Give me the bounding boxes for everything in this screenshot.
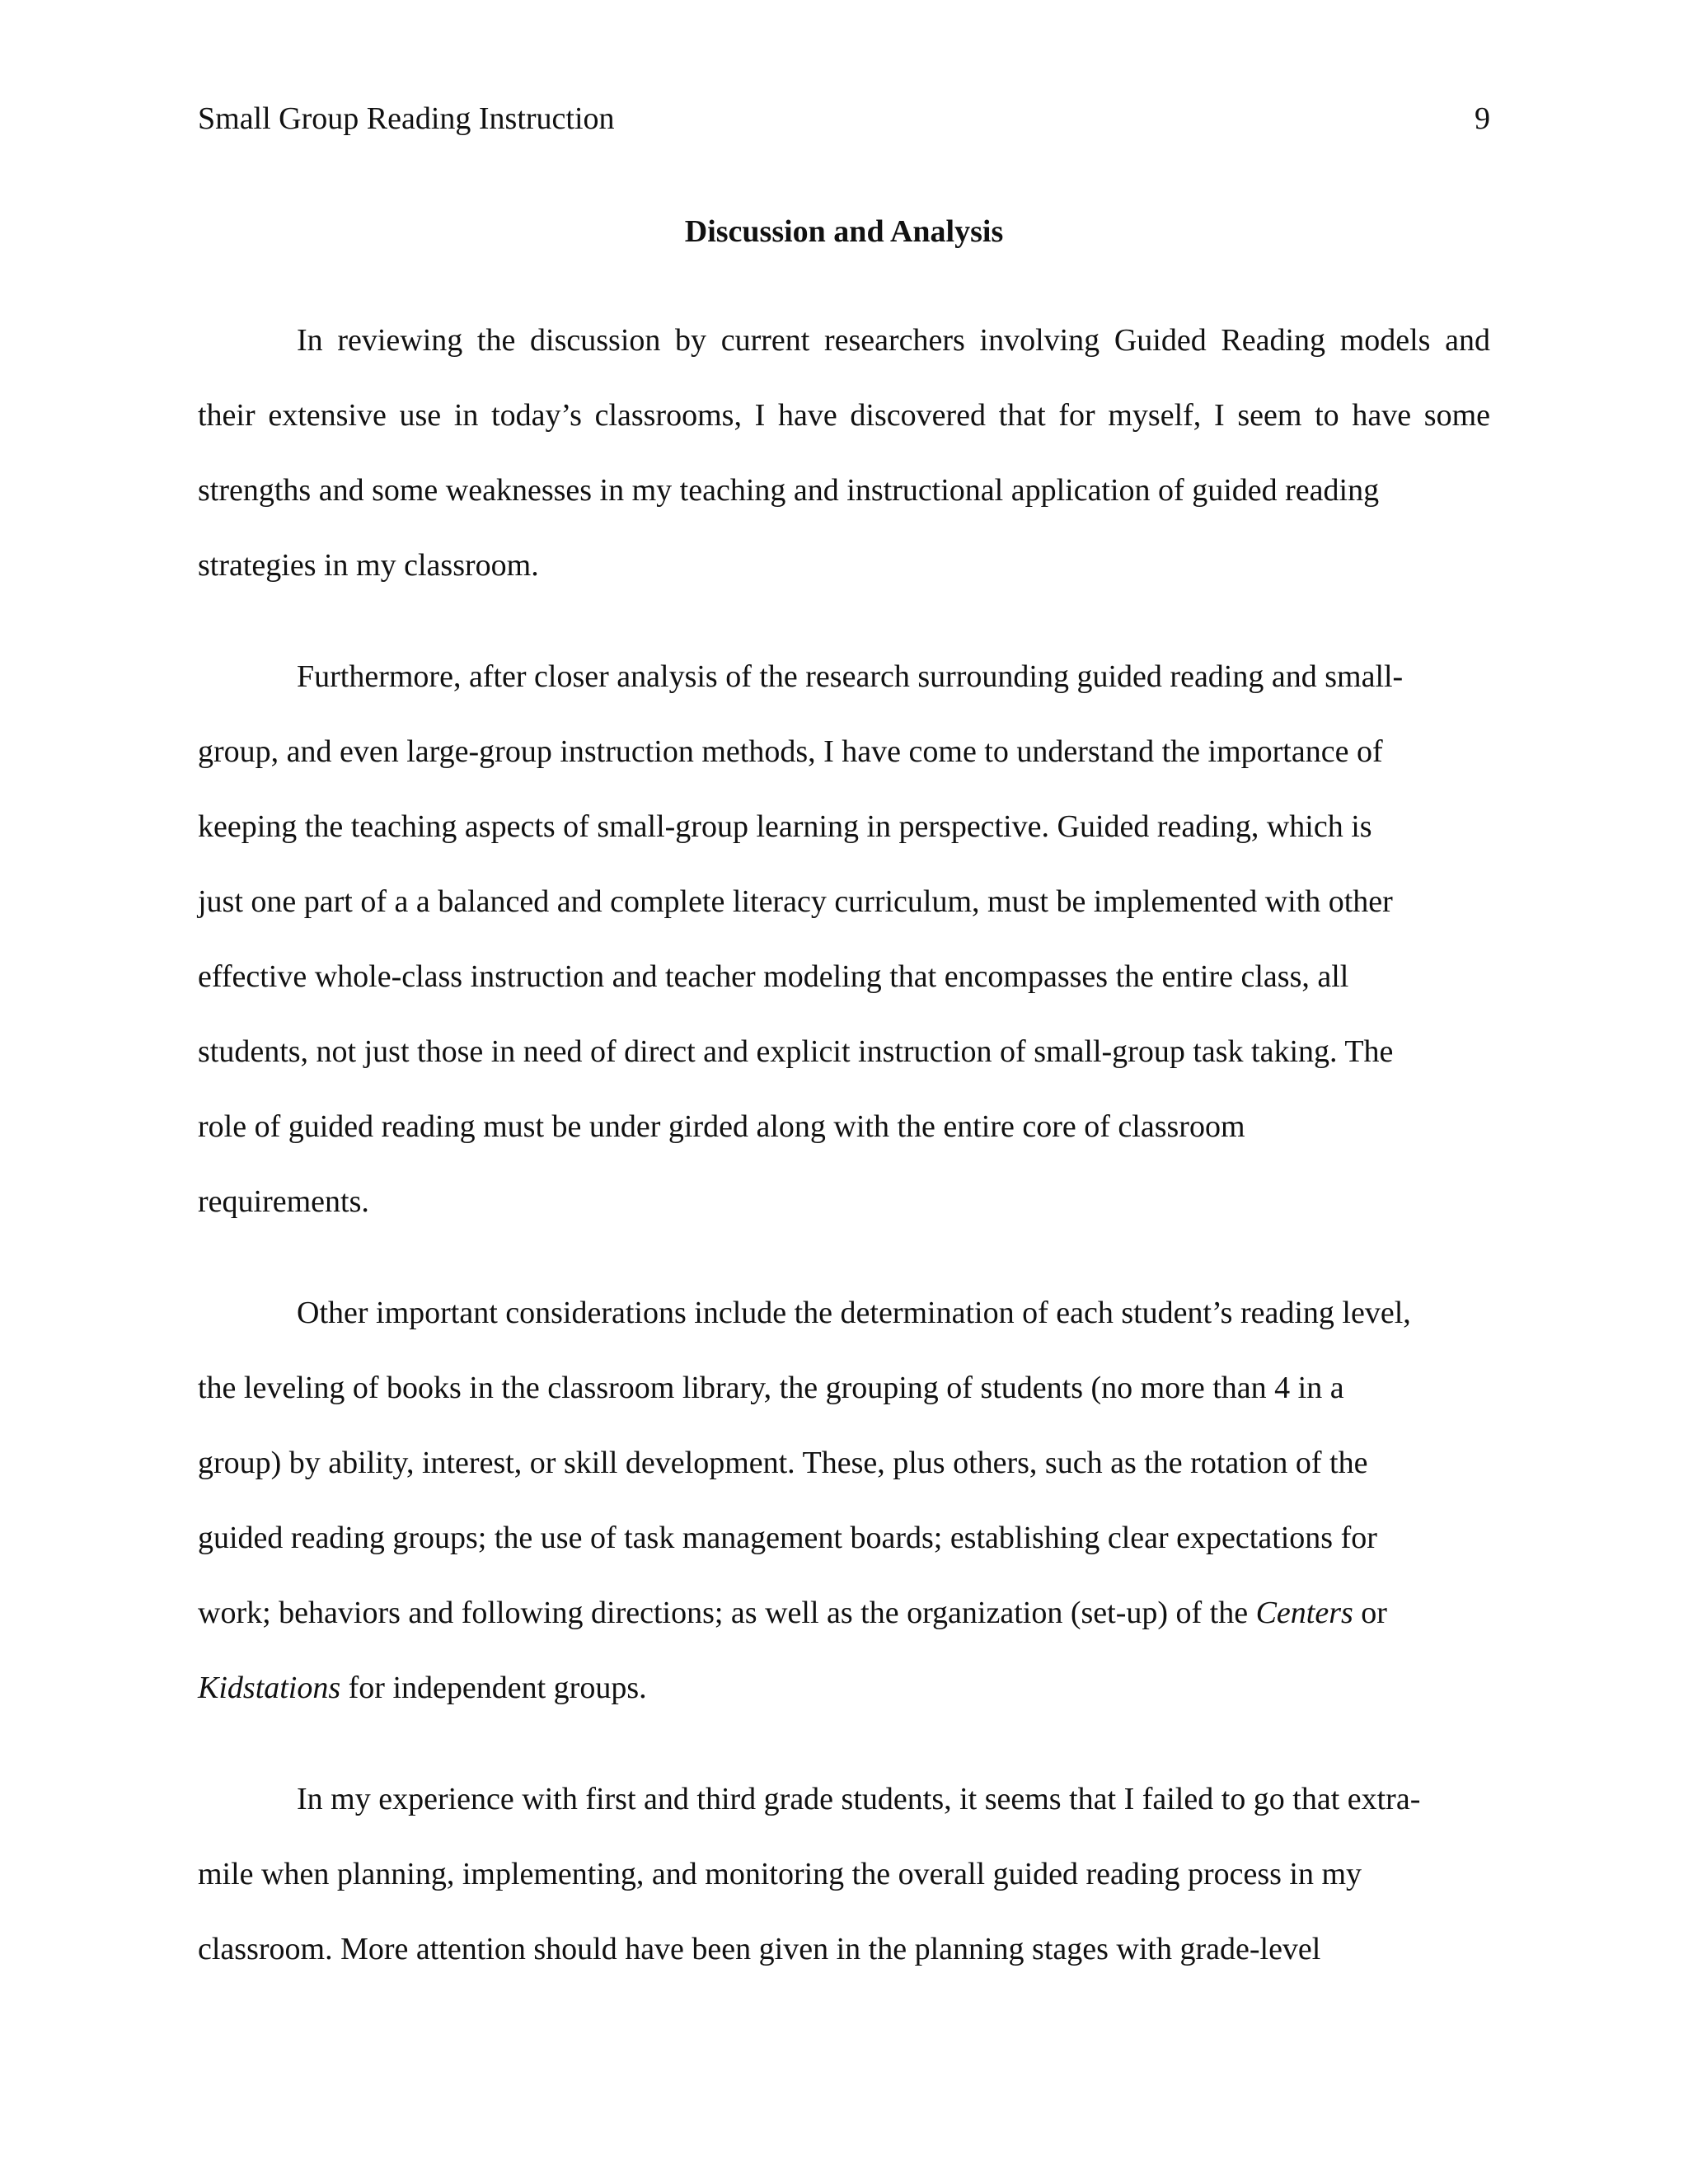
paragraph-line: In my experience with first and third grade students, it seems that I failed to go that extra- [297,1782,1421,1816]
paragraph-line: group) by ability, interest, or skill development. These, plus others, such as the rotation of the [198,1446,1368,1480]
paragraph-line: group, and even large-group instruction methods, I have come to understand the importance of [198,734,1383,769]
paragraph-line [198,1591,1387,1634]
paragraph-line: keeping the teaching aspects of small-group learning in perspective. Guided reading, which is [198,809,1372,844]
paragraph-line: Other important considerations include the determination of each student’s reading level, [297,1296,1411,1330]
section-heading: Discussion and Analysis [684,214,1004,249]
paragraph-line: the leveling of books in the classroom library, the grouping of students (no more than 4 in a [198,1371,1344,1405]
paragraph-line: strategies in my classroom. [198,548,539,583]
line-text: for independent groups. [348,1671,647,1705]
paragraph-line: students, not just those in need of direct and explicit instruction of small-group task taking. The [198,1034,1394,1069]
page-number: 9 [1475,101,1490,136]
paragraph-line: just one part of a a balanced and complete literacy curriculum, must be implemented with other [198,884,1393,919]
italic-term-centers: Centers [1255,1596,1353,1630]
line-text: or [1361,1596,1387,1630]
line-text: work; behaviors and following directions; as well as the organization (set-up) of the [198,1596,1249,1630]
paragraph-line: classroom. More attention should have been given in the planning stages with grade-level [198,1932,1321,1966]
paragraph-line: In reviewing the discussion by current researchers involving Guided Reading models and [297,323,1490,358]
paragraph-line: mile when planning, implementing, and monitoring the overall guided reading process in my [198,1857,1362,1891]
paragraph-line: guided reading groups; the use of task management boards; establishing clear expectations for [198,1521,1377,1555]
paragraph-line: strengths and some weaknesses in my teaching and instructional application of guided reading [198,473,1380,508]
paragraph-line: effective whole-class instruction and teacher modeling that encompasses the entire class, all [198,959,1349,994]
italic-term-kidstations: Kidstations [198,1671,341,1705]
running-head: Small Group Reading Instruction [198,101,615,136]
paragraph-line: requirements. [198,1184,369,1219]
paragraph-line [198,1666,647,1709]
paragraph-line: role of guided reading must be under girded along with the entire core of classroom [198,1109,1245,1144]
paragraph-line: their extensive use in today’s classrooms, I have discovered that for myself, I seem to have some [198,398,1490,433]
paragraph-line: Furthermore, after closer analysis of the research surrounding guided reading and small- [297,659,1404,694]
